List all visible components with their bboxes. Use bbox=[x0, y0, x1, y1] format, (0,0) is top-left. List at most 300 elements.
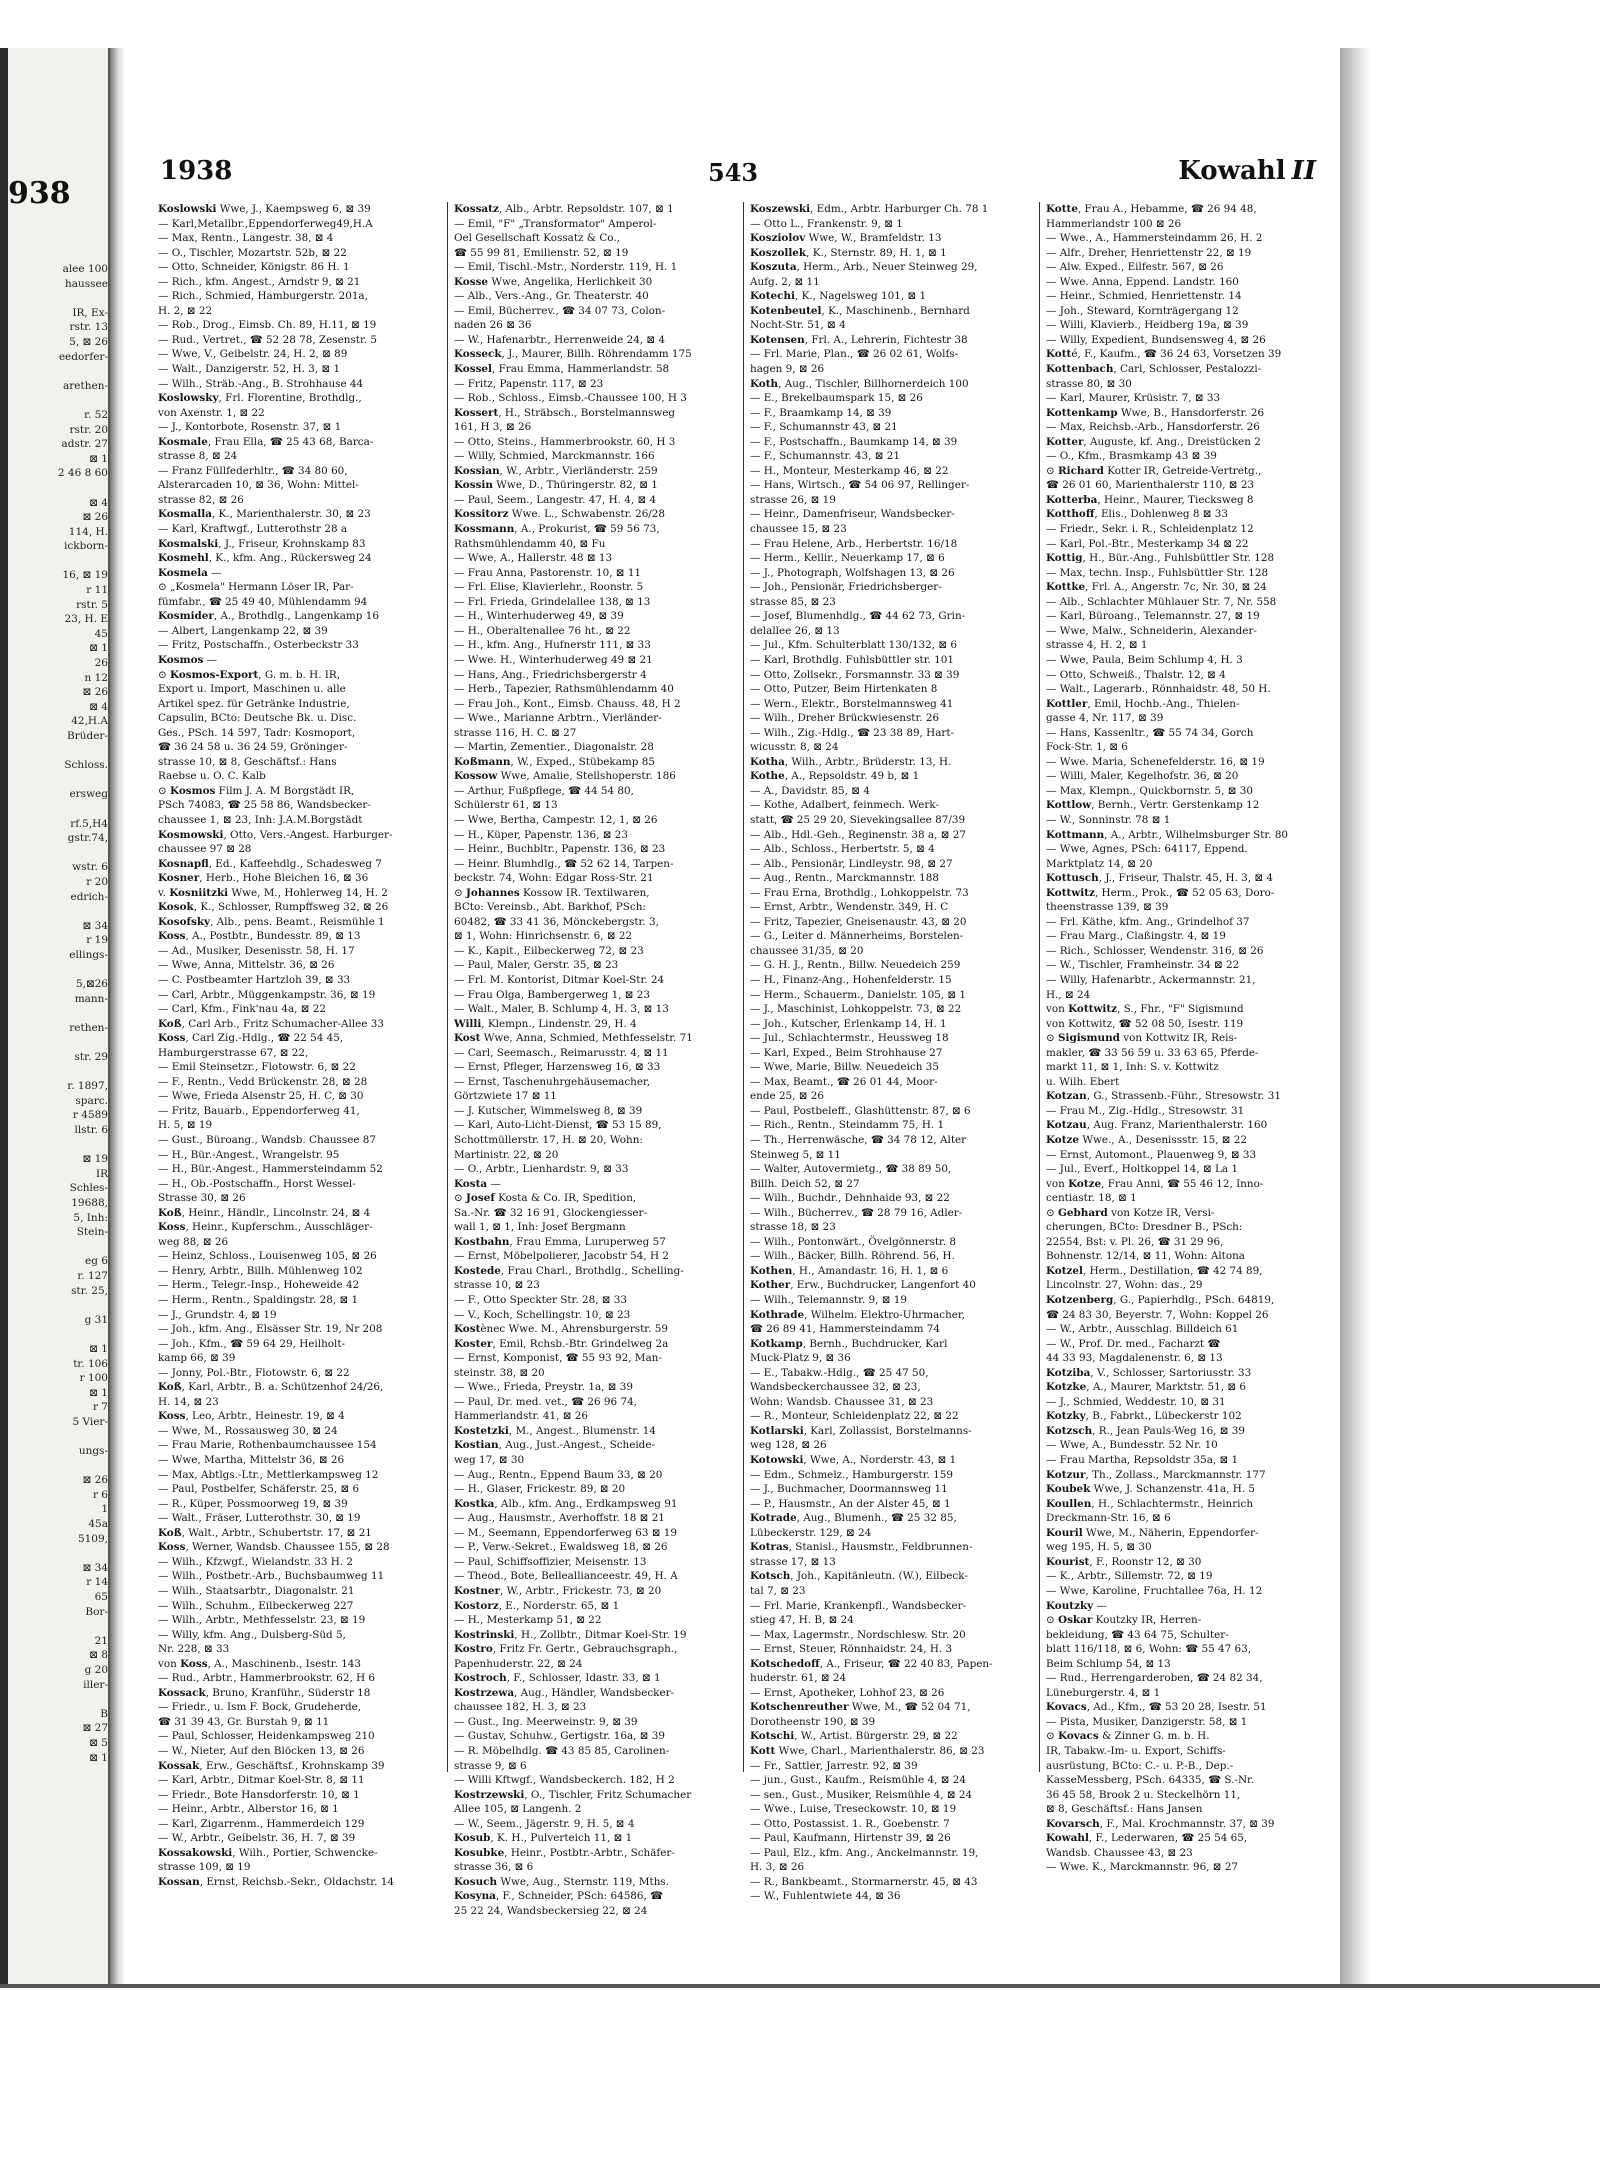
entry-surname: Kosner bbox=[158, 872, 200, 885]
directory-entry-line: strasse 4, H. 2, ⊠ 1 bbox=[1046, 639, 1148, 652]
directory-entry-line: Kossmann, A., Prokurist, ☎ 59 56 73, bbox=[454, 523, 660, 536]
directory-entry-line: Kotterba, Heinr., Maurer, Tiecksweg 8 bbox=[1046, 493, 1254, 506]
facing-page-line: Stein- bbox=[76, 1226, 108, 1239]
directory-entry-line: weg 128, ⊠ 26 bbox=[750, 1439, 827, 1452]
directory-entry-line: — Gust., Büroang., Wandsb. Chaussee 87 bbox=[158, 1134, 377, 1146]
directory-entry-line: — Ernst, Steuer, Rönnhaidstr. 24, H. 3 bbox=[750, 1643, 953, 1656]
directory-entry-line: Schottmüllerstr. 17, H. ⊠ 20, Wohn: bbox=[454, 1134, 643, 1146]
facing-page-line: B bbox=[100, 1707, 108, 1720]
directory-entry-line: Koss, Werner, Wandsb. Chaussee 155, ⊠ 28 bbox=[158, 1541, 390, 1554]
entry-surname: Kostbahn bbox=[454, 1235, 510, 1248]
directory-entry-line: Kossel, Frau Emma, Hammerlandstr. 58 bbox=[454, 363, 670, 376]
directory-entry-line: — Karl,Metallbr.,Eppendorferweg49,H.A bbox=[158, 217, 373, 230]
running-head bbox=[124, 150, 1344, 196]
entry-surname: Kossow bbox=[454, 770, 498, 783]
facing-page-line bbox=[8, 904, 108, 919]
entry-surname: Kotzur bbox=[1046, 1468, 1086, 1481]
directory-entry-line: ⊙ „Kosmela" Hermann Löser IR, Par- bbox=[158, 581, 354, 594]
directory-entry-line: Kostede, Frau Charl., Brothdlg., Schelling- bbox=[454, 1264, 684, 1277]
directory-entry-line: strasse 10, ⊠ 23 bbox=[454, 1279, 540, 1292]
facing-page-line bbox=[8, 773, 108, 788]
facing-page-line: eedorfer- bbox=[58, 350, 108, 363]
entry-surname: Kotzau bbox=[1046, 1119, 1087, 1132]
directory-entry-line: — Heinr. Blumhdlg., ☎ 52 62 14, Tarpen- bbox=[454, 857, 674, 870]
facing-page-line: mann- bbox=[74, 992, 108, 1005]
directory-entry-line: — Rud., Herrengarderoben, ☎ 24 82 34, bbox=[1046, 1672, 1263, 1685]
directory-entry-line: — Karl, Kraftwgf., Lutterothstr 28 a bbox=[158, 523, 348, 536]
directory-entry-line: — Fritz, Postschaffn., Osterbeckstr 33 bbox=[158, 639, 359, 652]
directory-entry-line: Kottig, H., Bür.-Ang., Fuhlsbüttler Str. 128 bbox=[1046, 552, 1275, 565]
entry-surname: Kosse bbox=[454, 275, 489, 288]
directory-entry-line: Schülerstr 61, ⊠ 13 bbox=[454, 799, 558, 812]
directory-entry-line: — Frl. Marie, Plan., ☎ 26 02 61, Wolfs- bbox=[750, 348, 959, 361]
directory-entry-line: — Ernst, Taschenuhrgehäusemacher, bbox=[454, 1075, 651, 1088]
entry-surname: Koß bbox=[158, 1381, 182, 1394]
column-1 bbox=[158, 202, 440, 1888]
directory-entry-line: cherungen, BCto: Dresdner B., PSch: bbox=[1046, 1221, 1243, 1234]
entry-surname: Kotzsch bbox=[1046, 1424, 1093, 1437]
directory-entry-line: Martinistr. 22, ⊠ 20 bbox=[454, 1148, 559, 1161]
directory-entry-line: Kotzky, B., Fabrkt., Lübeckerstr 102 bbox=[1046, 1410, 1242, 1423]
directory-entry-line: — G. H. J., Rentn., Billw. Neuedeich 259 bbox=[750, 959, 961, 972]
facing-page-line: r 11 bbox=[86, 584, 108, 597]
directory-entry-line: — Otto, Zollsekr., Forsmannstr. 33 ⊠ 39 bbox=[750, 668, 960, 681]
directory-entry-line: — Karl, Büroang., Telemannstr. 27, ⊠ 19 bbox=[1046, 610, 1260, 623]
directory-entry-line: — H., Ob.-Postschaffn., Horst Wessel- bbox=[158, 1177, 356, 1190]
entry-surname: Kostro bbox=[454, 1643, 493, 1656]
facing-page-line: str. 29 bbox=[74, 1051, 108, 1064]
directory-entry-line: — Frau Martha, Repsoldstr 35a, ⊠ 1 bbox=[1046, 1454, 1239, 1467]
entry-surname: Kotthoff bbox=[1046, 508, 1095, 521]
facing-page-line: ⊠ 1 bbox=[89, 452, 108, 465]
facing-page-line: 23, H. E bbox=[64, 613, 108, 626]
directory-entry-line: — Frl. M. Kontorist, Ditmar Koel-Str. 24 bbox=[454, 973, 665, 986]
directory-entry-line: — Rud., Vertret., ☎ 52 28 78, Zesenstr. 5 bbox=[158, 333, 378, 346]
directory-entry-line: ☎ 36 24 58 u. 36 24 59, Gröninger- bbox=[158, 741, 348, 754]
directory-entry-line: Kosmale, Frau Ella, ☎ 25 43 68, Barca- bbox=[158, 435, 374, 448]
facing-page-line bbox=[8, 1459, 108, 1474]
entry-surname: Willi bbox=[454, 1017, 482, 1030]
directory-entry-line: strasse 26, ⊠ 19 bbox=[750, 493, 836, 506]
directory-entry-line: Koth, Aug., Tischler, Billhornerdeich 100 bbox=[750, 377, 969, 390]
facing-page-line: 2 46 8 60 bbox=[57, 467, 108, 480]
directory-entry-line: Alsterarcaden 10, ⊠ 36, Wohn: Mittel- bbox=[158, 479, 359, 492]
entry-surname: Kotter bbox=[1046, 435, 1084, 448]
directory-entry-line: ⊙ Kosmos Film J. A. M Borgstädt IR, bbox=[158, 784, 355, 797]
directory-entry-line: — Walter, Autovermietg., ☎ 38 89 50, bbox=[750, 1163, 952, 1176]
directory-entry-line: — Alb., Schlachter Mühlauer Str. 7, Nr. 558 bbox=[1046, 595, 1277, 608]
directory-entry-line: — Wwe, Frieda Alsenstr 25, H. C, ⊠ 30 bbox=[158, 1090, 364, 1103]
directory-entry-line: — Wwe. Anna, Eppend. Landstr. 160 bbox=[1046, 275, 1239, 288]
facing-page-line bbox=[8, 1240, 108, 1255]
facing-page-line: Bor- bbox=[85, 1605, 108, 1618]
directory-entry-line: ende 25, ⊠ 26 bbox=[750, 1090, 825, 1103]
directory-entry-line: ☎ 31 39 43, Gr. Burstah 9, ⊠ 11 bbox=[158, 1715, 330, 1728]
entry-surname: Kosuch bbox=[454, 1875, 498, 1888]
directory-entry-line: — Frau Joh., Kont., Eimsb. Chauss. 48, H 2 bbox=[454, 697, 681, 710]
directory-entry-line: — Emil Steinsetzr., Flotowstr. 6, ⊠ 22 bbox=[158, 1061, 356, 1074]
directory-entry-line: — Paul, Schiffsoffizier, Meisenstr. 13 bbox=[454, 1555, 647, 1568]
entry-surname: Kossmann bbox=[454, 523, 515, 536]
directory-entry-line: Kottwitz, Herm., Prok., ☎ 52 05 63, Doro- bbox=[1046, 886, 1275, 899]
directory-entry-line: von Kottwitz, S., Fhr., "F" Sigismund bbox=[1046, 1003, 1244, 1016]
directory-entry-line: — Jonny, Pol.-Btr., Flotowstr. 6, ⊠ 22 bbox=[158, 1366, 350, 1379]
facing-page-line: Schloss. bbox=[64, 759, 108, 772]
entry-surname: Kottusch bbox=[1046, 872, 1099, 885]
directory-entry-line: strasse 116, H. C. ⊠ 27 bbox=[454, 726, 577, 739]
directory-entry-line: Kostrinski, H., Zollbtr., Ditmar Koel-Str. 19 bbox=[454, 1628, 687, 1641]
directory-entry-line: — Karl, Pol.-Btr., Mesterkamp 34 ⊠ 22 bbox=[1046, 537, 1249, 550]
directory-entry-line: — Carl, Seemasch., Reimarusstr. 4, ⊠ 11 bbox=[454, 1046, 669, 1059]
facing-page-text-column bbox=[8, 262, 108, 1765]
directory-entry-line: Raebse u. O. C. Kalb bbox=[158, 770, 266, 783]
directory-entry-line: — F., Postschaffn., Baumkamp 14, ⊠ 39 bbox=[750, 435, 958, 448]
directory-entry-line: — sen., Gust., Musiker, Reismühle 4, ⊠ 24 bbox=[750, 1788, 973, 1801]
entry-surname: Kossan bbox=[158, 1875, 200, 1888]
directory-entry-line: Kossow Wwe, Amalie, Stellshoperstr. 186 bbox=[454, 770, 676, 783]
directory-entry-line: Kotthoff, Elis., Dohlenweg 8 ⊠ 33 bbox=[1046, 508, 1229, 521]
directory-entry-line: Sa.-Nr. ☎ 32 16 91, Glockengiesser- bbox=[454, 1206, 648, 1219]
entry-surname: Koß bbox=[158, 1206, 182, 1219]
entry-surname: Koss bbox=[158, 1541, 186, 1554]
directory-entry-line: strasse 36, ⊠ 6 bbox=[454, 1861, 534, 1874]
directory-entry-line: Dorotheenstr 190, ⊠ 39 bbox=[750, 1715, 876, 1728]
facing-page-line: r. 52 bbox=[84, 408, 108, 421]
directory-entry-line: Kotkamp, Bernh., Buchdrucker, Karl bbox=[750, 1337, 948, 1350]
directory-entry-line: Kosmos — bbox=[158, 653, 218, 666]
facing-page-line: ⊠ 4 bbox=[89, 496, 108, 509]
directory-entry-line: makler, ☎ 33 56 59 u. 33 63 65, Pferde- bbox=[1046, 1046, 1259, 1059]
entry-surname: Kostrzewski bbox=[454, 1788, 525, 1801]
directory-entry-line: Kostbahn, Frau Emma, Luruperweg 57 bbox=[454, 1235, 666, 1248]
entry-surname: Koss bbox=[180, 1657, 208, 1670]
facing-page-line bbox=[8, 554, 108, 569]
directory-entry-line: von Axenstr. 1, ⊠ 22 bbox=[158, 406, 265, 419]
directory-entry-line: — Fritz, Papenstr. 117, ⊠ 23 bbox=[454, 377, 604, 390]
directory-entry-line: von Koss, A., Maschinenb., Isestr. 143 bbox=[158, 1657, 362, 1670]
directory-entry-line: — Wwe., Marianne Arbtrn., Vierländer- bbox=[454, 712, 662, 725]
directory-entry-line: Koß, Carl Arb., Fritz Schumacher-Allee 33 bbox=[158, 1017, 384, 1030]
directory-entry-line: von Kottwitz, ☎ 52 08 50, Isestr. 119 bbox=[1046, 1017, 1244, 1030]
directory-entry-line: — Wwe., Luise, Treseckowstr. 10, ⊠ 19 bbox=[750, 1803, 957, 1816]
entry-surname: Kosmela bbox=[158, 566, 208, 579]
directory-entry-line: ⊙ Johannes Kossow IR. Textilwaren, bbox=[454, 886, 650, 899]
directory-entry-line: — E., Tabakw.-Hdlg., ☎ 25 47 50, bbox=[750, 1366, 929, 1379]
facing-page-line bbox=[8, 1430, 108, 1445]
entry-surname: Kotrade bbox=[750, 1512, 797, 1525]
directory-entry-line: chaussee 97 ⊠ 28 bbox=[158, 843, 252, 856]
directory-entry-line: Wandsbeckerchaussee 32, ⊠ 23, bbox=[750, 1381, 921, 1394]
directory-entry-line: Papenhuderstr. 22, ⊠ 24 bbox=[454, 1657, 583, 1670]
facing-page-line bbox=[8, 364, 108, 379]
directory-entry-line: statt, ☎ 25 29 20, Sievekingsallee 87/39 bbox=[750, 813, 966, 826]
directory-entry-line: — Frau Olga, Bambergerweg 1, ⊠ 23 bbox=[454, 988, 651, 1001]
facing-page-line bbox=[8, 1065, 108, 1080]
facing-page-line: r. 127 bbox=[77, 1269, 108, 1282]
directory-entry-line: Koß, Karl, Arbtr., B. a. Schützenhof 24/26, bbox=[158, 1381, 384, 1394]
directory-entry-line: — Max, Abtlgs.-Ltr., Mettlerkampsweg 12 bbox=[158, 1468, 379, 1481]
directory-entry-line: steinstr. 38, ⊠ 20 bbox=[454, 1366, 545, 1379]
directory-entry-line: ⊙ Kosmos-Export, G. m. b. H. IR, bbox=[158, 668, 341, 681]
directory-entry-line: — Paul, Schlosser, Heidenkampsweg 210 bbox=[158, 1730, 375, 1743]
directory-entry-line: — Joh., Steward, Kornträgergang 12 bbox=[1046, 304, 1239, 317]
directory-entry-line: — Wwe, Malw., Schneiderin, Alexander- bbox=[1046, 624, 1257, 637]
directory-entry-line: — Rud., Arbtr., Hammerbrookstr. 62, H 6 bbox=[158, 1672, 376, 1685]
directory-entry-line: weg 195, H. 5, ⊠ 30 bbox=[1046, 1541, 1152, 1554]
entry-surname: Kottke bbox=[1046, 581, 1086, 594]
directory-entry-line: 161, H 3, ⊠ 26 bbox=[454, 421, 532, 434]
column-rule bbox=[743, 202, 744, 1772]
directory-entry-line: Koss, Carl Zig.-Hdlg., ☎ 22 54 45, bbox=[158, 1032, 344, 1045]
entry-surname: Koszollek bbox=[750, 246, 807, 259]
directory-entry-line: — Heinr., Arbtr., Alberstor 16, ⊠ 1 bbox=[158, 1803, 339, 1816]
directory-entry-line: u. Wilh. Ebert bbox=[1046, 1075, 1120, 1088]
directory-entry-line: weg 17, ⊠ 30 bbox=[454, 1454, 525, 1467]
directory-entry-line: — Wwe, Martha, Mittelstr 36, ⊠ 26 bbox=[158, 1454, 345, 1467]
directory-entry-line: Ges., PSch. 14 597, Tadr: Kosmoport, bbox=[158, 726, 356, 739]
facing-page-line: adstr. 27 bbox=[61, 438, 108, 451]
directory-entry-line: — G., Leiter d. Männerheims, Borstelen- bbox=[750, 930, 964, 943]
directory-entry-line: — Walt., Maler, B. Schlump 4, H. 3, ⊠ 13 bbox=[454, 1003, 669, 1016]
facing-page-line: 5 Vier- bbox=[72, 1415, 108, 1428]
directory-entry-line: — Hans, Ang., Friedrichsbergerstr 4 bbox=[454, 668, 647, 681]
directory-entry-line: Kostènec Wwe. M., Ahrensburgerstr. 59 bbox=[454, 1323, 668, 1336]
entry-surname: Koutzky bbox=[1046, 1599, 1094, 1612]
entry-surname: Kosniitzki bbox=[169, 886, 229, 899]
directory-entry-line: — J. Kutscher, Wimmelsweg 8, ⊠ 39 bbox=[454, 1104, 643, 1117]
directory-entry-line: — H., Glaser, Frickestr. 89, ⊠ 20 bbox=[454, 1483, 626, 1496]
directory-entry-line: Kosmowski, Otto, Vers.-Angest. Harburger- bbox=[158, 828, 393, 841]
entry-surname: Kotsch bbox=[750, 1570, 791, 1583]
directory-entry-line: Kother, Erw., Buchdrucker, Langenfort 40 bbox=[750, 1279, 976, 1292]
directory-entry-line: — Heinz, Schloss., Louisenweg 105, ⊠ 26 bbox=[158, 1250, 377, 1263]
directory-entry-line: — W., Prof. Dr. med., Facharzt ☎ bbox=[1046, 1337, 1221, 1350]
directory-entry-line: strasse 9, ⊠ 6 bbox=[454, 1759, 527, 1772]
directory-entry-line: Kottlow, Bernh., Vertr. Gerstenkamp 12 bbox=[1046, 799, 1260, 812]
header-volume: II bbox=[1291, 156, 1316, 186]
facing-page-header: 938 bbox=[8, 176, 71, 211]
directory-entry-line: Export u. Import, Maschinen u. alle bbox=[158, 683, 346, 696]
directory-entry-line: — Joh., Pensionär, Friedrichsberger- bbox=[750, 581, 942, 594]
facing-page-line bbox=[8, 1692, 108, 1707]
facing-page-line: 1 bbox=[101, 1503, 108, 1516]
facing-page-line: sparc. bbox=[75, 1094, 108, 1107]
directory-entry-line: Koslowski Wwe, J., Kaempsweg 6, ⊠ 39 bbox=[158, 203, 371, 215]
directory-entry-line: — Karl, Zigarrenm., Hammerdeich 129 bbox=[158, 1817, 365, 1830]
entry-surname: Sigismund bbox=[1058, 1032, 1120, 1045]
directory-entry-line: — Otto L., Frankenstr. 9, ⊠ 1 bbox=[750, 217, 903, 230]
directory-entry-line: — H., Küper, Papenstr. 136, ⊠ 23 bbox=[454, 828, 628, 841]
directory-entry-line: Kosok, K., Schlosser, Rumpffsweg 32, ⊠ 26 bbox=[158, 901, 389, 914]
directory-entry-line: Strasse 30, ⊠ 26 bbox=[158, 1192, 246, 1205]
facing-page-line: llstr. 6 bbox=[74, 1124, 108, 1137]
directory-entry-line: — H., Mesterkamp 51, ⊠ 22 bbox=[454, 1614, 602, 1627]
directory-entry-line: — Otto, Schneider, Königstr. 86 H. 1 bbox=[158, 261, 350, 274]
directory-entry-line: Koszuta, Herm., Arb., Neuer Steinweg 29, bbox=[750, 261, 978, 274]
directory-entry-line: Kossack, Bruno, Kranführ., Süderstr 18 bbox=[158, 1686, 371, 1699]
directory-entry-line: — Wilh., Bäcker, Billh. Röhrend. 56, H. bbox=[750, 1250, 955, 1263]
facing-page-line: g 31 bbox=[84, 1313, 108, 1326]
directory-entry-line: — Max, Beamt., ☎ 26 01 44, Moor- bbox=[750, 1075, 938, 1088]
directory-entry-line: — Paul, Seem., Langestr. 47, H. 4, ⊠ 4 bbox=[454, 493, 657, 506]
facing-page-line: ⊠ 1 bbox=[89, 642, 108, 655]
directory-entry-line: — Rich., Rentn., Steindamm 75, H. 1 bbox=[750, 1119, 945, 1132]
facing-page-line: 42,H.A bbox=[71, 715, 108, 728]
entry-surname: Kosziolov bbox=[750, 232, 806, 245]
directory-entry-line: — Gust., Ing. Meerweinstr. 9, ⊠ 39 bbox=[454, 1715, 638, 1728]
directory-entry-line: strasse 10, ⊠ 8, Geschäftsf.: Hans bbox=[158, 755, 337, 768]
page-number: 543 bbox=[708, 158, 759, 187]
directory-entry-line: — J., Kontorbote, Rosenstr. 37, ⊠ 1 bbox=[158, 421, 342, 434]
entry-surname: Kotechi bbox=[750, 290, 795, 303]
facing-page-line: arethen- bbox=[63, 379, 108, 392]
directory-entry-line: Kostka, Alb., kfm. Ang., Erdkampsweg 91 bbox=[454, 1497, 678, 1510]
directory-entry-line: Koß, Heinr., Händlr., Lincolnstr. 24, ⊠ 4 bbox=[158, 1206, 371, 1219]
directory-entry-line: Kosner, Herb., Hohe Bleichen 16, ⊠ 36 bbox=[158, 872, 369, 885]
directory-entry-line: — Alfr., Dreher, Henriettenstr 22, ⊠ 19 bbox=[1046, 246, 1252, 259]
directory-entry-line: — Ernst, Apotheker, Lohhof 23, ⊠ 26 bbox=[750, 1686, 945, 1699]
directory-entry-line: — Ernst, Arbtr., Wendenstr. 349, H. C bbox=[750, 901, 949, 914]
directory-entry-line: 44 33 93, Magdalenenstr. 6, ⊠ 13 bbox=[1046, 1352, 1223, 1365]
entry-surname: Koss bbox=[158, 1032, 186, 1045]
directory-entry-line: ⊙ Josef Kosta & Co. IR, Spedition, bbox=[454, 1192, 637, 1205]
directory-entry-line: — Henry, Arbtr., Billh. Mühlenweg 102 bbox=[158, 1264, 363, 1277]
directory-entry-line: — H., Finanz-Ang., Hohenfelderstr. 15 bbox=[750, 973, 952, 986]
directory-entry-line: — Aug., Hausmstr., Averhoffstr. 18 ⊠ 21 bbox=[454, 1512, 665, 1525]
entry-surname: Oskar bbox=[1058, 1614, 1093, 1627]
facing-page-line: ⊠ 1 bbox=[89, 1342, 108, 1355]
directory-entry-line: — Wilh., Zig.-Hdlg., ☎ 23 38 89, Hart- bbox=[750, 726, 955, 739]
directory-entry-line: — Frau Marg., Claßingstr. 4, ⊠ 19 bbox=[1046, 930, 1226, 943]
directory-entry-line: Fock-Str. 1, ⊠ 6 bbox=[1046, 741, 1128, 754]
column-3 bbox=[750, 202, 1032, 1903]
directory-entry-line: — Rich., Schmied, Hamburgerstr. 201a, bbox=[158, 290, 368, 303]
directory-entry-line: chaussee 15, ⊠ 23 bbox=[750, 523, 847, 536]
directory-entry-line: Kostorz, E., Norderstr. 65, ⊠ 1 bbox=[454, 1599, 620, 1612]
directory-entry-line: — W., Arbtr., Geibelstr. 36, H. 7, ⊠ 39 bbox=[158, 1832, 356, 1845]
directory-entry-line: — R., Bankbeamt., Stormarnerstr. 45, ⊠ 43 bbox=[750, 1875, 978, 1888]
facing-page-line: r 14 bbox=[86, 1576, 108, 1589]
facing-page-line: haussee bbox=[65, 277, 108, 290]
entry-surname: Kosmowski bbox=[158, 828, 224, 841]
entry-surname: Kotensen bbox=[750, 333, 805, 346]
directory-columns bbox=[158, 202, 1338, 1917]
directory-entry-line: Koss, Leo, Arbtr., Heinestr. 19, ⊠ 4 bbox=[158, 1410, 345, 1423]
directory-entry-line: Capsulin, BCto: Deutsche Bk. u. Disc. bbox=[158, 712, 357, 725]
entry-surname: Kosmalski bbox=[158, 537, 219, 550]
directory-entry-line: — Rob., Schloss., Eimsb.-Chaussee 100, H 3 bbox=[454, 392, 687, 405]
entry-surname: Kotenbeutel bbox=[750, 304, 822, 317]
directory-entry-line: ⊙ Sigismund von Kottwitz IR, Reis- bbox=[1046, 1032, 1238, 1045]
directory-entry-line: — Heinr., Buchbltr., Papenstr. 136, ⊠ 23 bbox=[454, 843, 666, 856]
directory-entry-line: Koß, Walt., Arbtr., Schubertstr. 17, ⊠ 21 bbox=[158, 1526, 372, 1539]
directory-entry-line: — O., Kfm., Brasmkamp 43 ⊠ 39 bbox=[1046, 450, 1217, 463]
directory-entry-line: — Karl, Maurer, Krüsistr. 7, ⊠ 33 bbox=[1046, 392, 1221, 405]
directory-entry-line: Marktplatz 14, ⊠ 20 bbox=[1046, 857, 1153, 870]
facing-page-line bbox=[8, 846, 108, 861]
entry-surname: Kotzel bbox=[1046, 1264, 1083, 1277]
entry-surname: Koss bbox=[158, 1410, 186, 1423]
directory-entry-line: Kostner, W., Arbtr., Frickestr. 73, ⊠ 20 bbox=[454, 1584, 662, 1597]
directory-entry-line: — Carl, Arbtr., Müggenkampstr. 36, ⊠ 19 bbox=[158, 988, 376, 1001]
entry-surname: Kouril bbox=[1046, 1526, 1083, 1539]
directory-entry-line: Kostrzewa, Aug., Händler, Wandsbecker- bbox=[454, 1686, 675, 1699]
entry-surname: Kossack bbox=[158, 1686, 206, 1699]
entry-surname: Kostner bbox=[454, 1584, 501, 1597]
directory-entry-line: — V., Koch, Schellingstr. 10, ⊠ 23 bbox=[454, 1308, 631, 1321]
directory-entry-line: — Joh., Kfm., ☎ 59 64 29, Heilholt- bbox=[158, 1337, 346, 1350]
entry-surname: Koß bbox=[158, 1017, 182, 1030]
entry-surname: Kostka bbox=[454, 1497, 495, 1510]
facing-page-line: Schles- bbox=[69, 1182, 108, 1195]
directory-entry-line: — Wilh., Kfzwgf., Wielandstr. 33 H. 2 bbox=[158, 1555, 354, 1568]
directory-entry-line: — F., Rentn., Vedd Brückenstr. 28, ⊠ 28 bbox=[158, 1075, 368, 1088]
entry-surname: Johannes bbox=[466, 886, 520, 899]
directory-entry-line: Kottusch, J., Friseur, Thalstr. 45, H. 3, ⊠ 4 bbox=[1046, 872, 1274, 885]
entry-surname: Koßmann bbox=[454, 755, 511, 768]
directory-entry-line: Kotechi, K., Nagelsweg 101, ⊠ 1 bbox=[750, 290, 927, 303]
directory-entry-line: — Herb., Tapezier, Rathsmühlendamm 40 bbox=[454, 683, 674, 696]
directory-entry-line: — Arthur, Fußpflege, ☎ 44 54 80, bbox=[454, 784, 634, 797]
entry-surname: Kosyna bbox=[454, 1890, 496, 1903]
directory-entry-line: huderstr. 61, ⊠ 24 bbox=[750, 1672, 847, 1685]
entry-surname: Kossin bbox=[454, 479, 493, 492]
directory-entry-line: — Walt., Lagerarb., Rönnhaidstr. 48, 50 H. bbox=[1046, 683, 1271, 696]
entry-surname: Kosmos bbox=[170, 784, 216, 797]
entry-surname: Koslowski bbox=[158, 203, 217, 215]
directory-entry-line: — Alb., Vers.-Ang., Gr. Theaterstr. 40 bbox=[454, 290, 649, 303]
directory-entry-line: — Karl, Exped., Beim Strohhause 27 bbox=[750, 1046, 943, 1059]
directory-entry-line: — H., Oberaltenallee 76 ht., ⊠ 22 bbox=[454, 624, 631, 637]
entry-surname: Kottlow bbox=[1046, 799, 1092, 812]
directory-entry-line: — J., Photograph, Wolfshagen 13, ⊠ 26 bbox=[750, 566, 955, 579]
entry-surname: Kossak bbox=[158, 1759, 200, 1772]
directory-entry-line: Kosmider, A., Brothdlg., Langenkamp 16 bbox=[158, 610, 379, 623]
facing-page-line bbox=[8, 1546, 108, 1561]
column-rule bbox=[447, 202, 448, 1772]
directory-entry-line: IR, Tabakw.-Im- u. Export, Schiffs- bbox=[1046, 1744, 1226, 1757]
column-2 bbox=[454, 202, 736, 1917]
directory-entry-line: ⊙ Kovacs & Zinner G. m. b. H. bbox=[1046, 1730, 1210, 1743]
entry-surname: Kossatz bbox=[454, 203, 499, 215]
entry-surname: Kotschi bbox=[750, 1730, 795, 1743]
directory-entry-line: 60482, ☎ 33 41 36, Mönckebergstr. 3, bbox=[454, 915, 659, 928]
directory-entry-line: ⊠ 8, Geschäftsf.: Hans Jansen bbox=[1046, 1803, 1203, 1816]
directory-entry-line: Kovacs, Ad., Kfm., ☎ 53 20 28, Isestr. 51 bbox=[1046, 1701, 1267, 1714]
entry-surname: Kourist bbox=[1046, 1555, 1090, 1568]
directory-entry-line: — Carl, Kfm., Fink'nau 4a, ⊠ 22 bbox=[158, 1003, 327, 1016]
facing-page-line: iller- bbox=[83, 1678, 108, 1691]
facing-page-line: rf.5,H4 bbox=[70, 817, 108, 830]
directory-entry-line: Kostro, Fritz Fr. Gertr., Gebrauchsgraph., bbox=[454, 1643, 678, 1656]
directory-entry-line: — J., Buchmacher, Doormannsweg 11 bbox=[750, 1483, 948, 1496]
directory-entry-line: Kossatz, Alb., Arbtr. Repsoldstr. 107, ⊠ 1 bbox=[454, 203, 674, 215]
facing-page-line: ickborn- bbox=[64, 540, 108, 553]
entry-surname: Kotzenberg bbox=[1046, 1294, 1114, 1307]
directory-entry-line: Kott Wwe, Charl., Marienthalerstr. 86, ⊠ 23 bbox=[750, 1744, 985, 1757]
entry-surname: Kosmider bbox=[158, 610, 214, 623]
scan-border bbox=[0, 48, 8, 1988]
directory-entry-line: strasse 85, ⊠ 23 bbox=[750, 595, 836, 608]
directory-entry-line: Kotzur, Th., Zollass., Marckmannstr. 177 bbox=[1046, 1468, 1266, 1481]
entry-surname: Kottwitz bbox=[1068, 1003, 1118, 1016]
directory-entry-line: 25 22 24, Wandsbeckersieg 22, ⊠ 24 bbox=[454, 1904, 648, 1917]
directory-entry-line: — Walt., Danzigerstr. 52, H. 3, ⊠ 1 bbox=[158, 363, 341, 376]
header-catchword bbox=[1178, 156, 1316, 186]
directory-entry-line: Kost Wwe, Anna, Schmied, Methfesselstr. 71 bbox=[454, 1032, 693, 1045]
directory-entry-line: Kostroch, F., Schlosser, Idastr. 33, ⊠ 1 bbox=[454, 1672, 661, 1685]
entry-surname: Kottig bbox=[1046, 552, 1083, 565]
